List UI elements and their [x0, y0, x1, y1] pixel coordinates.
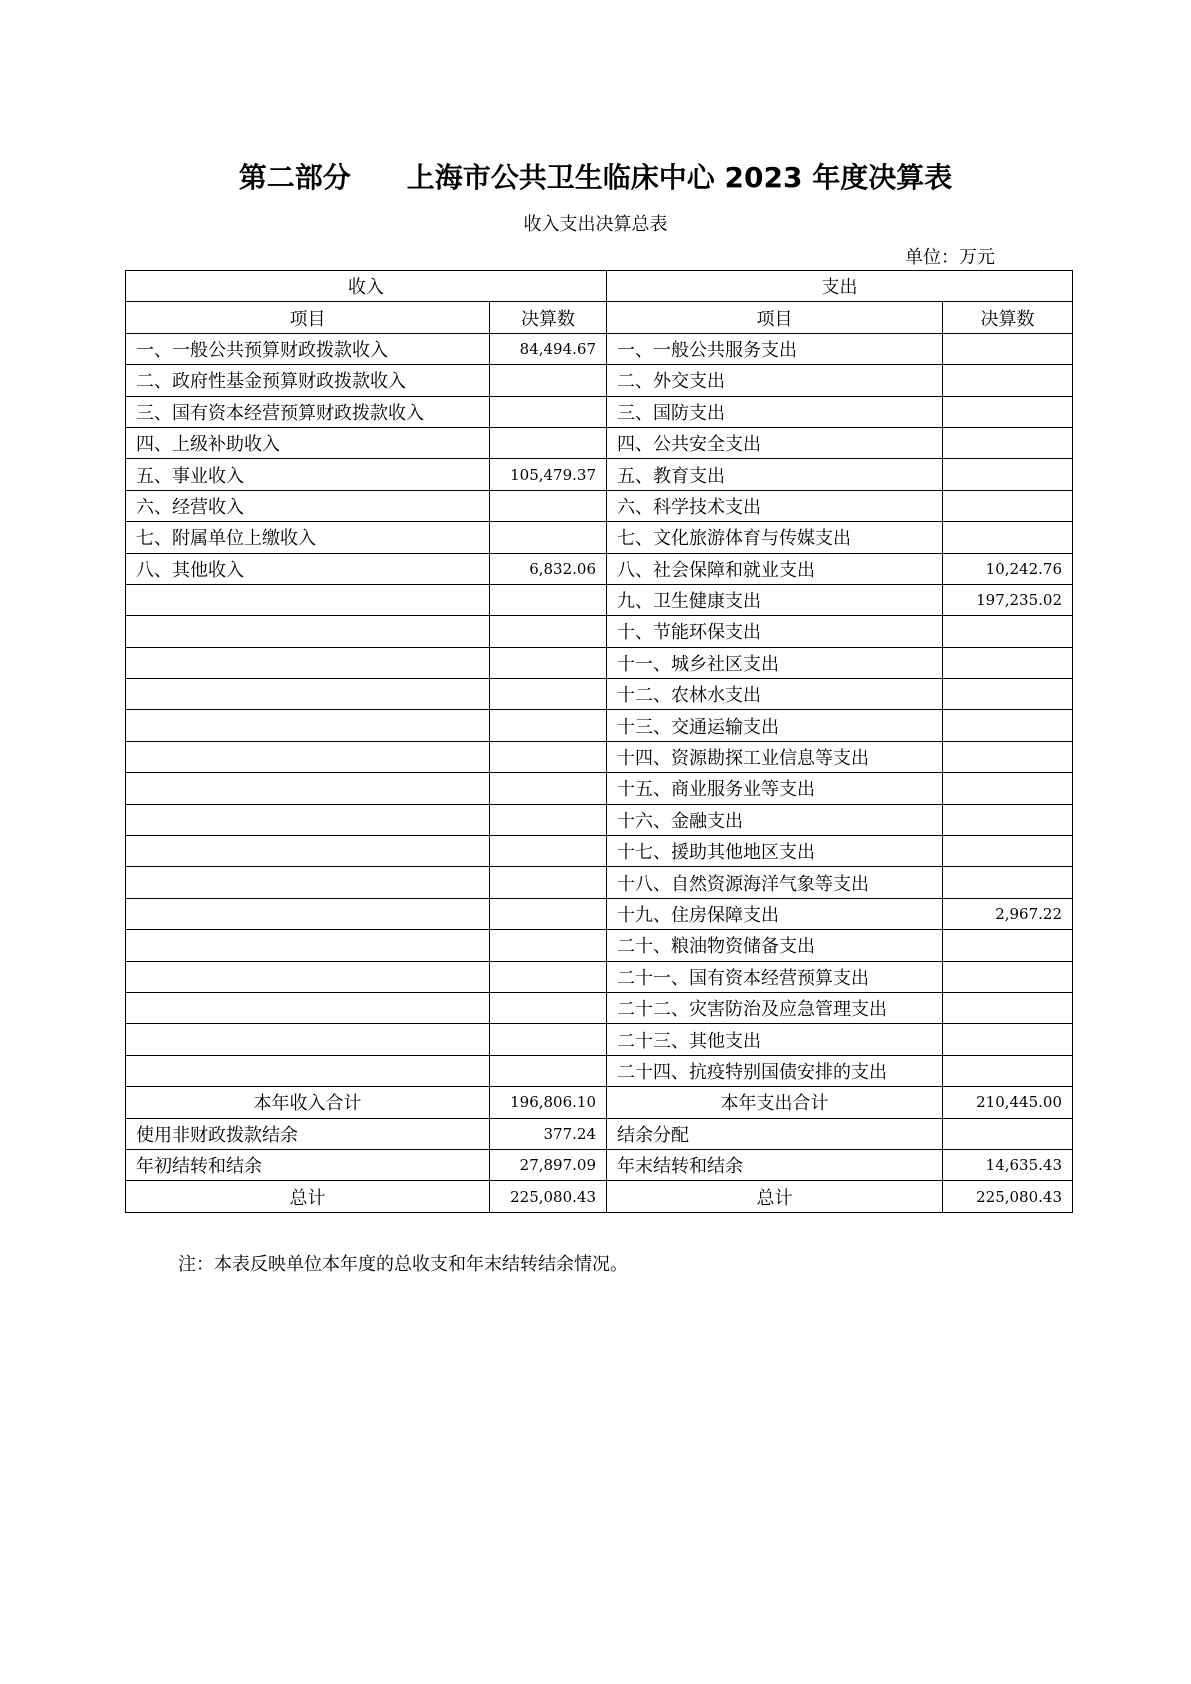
grand-total-expense-label: 总计 — [607, 1181, 943, 1212]
expense-amount-cell: 10,242.76 — [943, 553, 1073, 584]
expense-item-header: 项目 — [607, 302, 943, 333]
table-row — [126, 584, 1073, 615]
expense-amount-cell: 197,235.02 — [943, 584, 1073, 615]
income-item-cell — [126, 647, 490, 678]
table-row — [126, 836, 1073, 867]
expense-amount-cell — [943, 427, 1073, 458]
income-item-cell: 六、经营收入 — [126, 490, 490, 521]
income-item-header: 项目 — [126, 302, 490, 333]
surplus-distribution-amount — [943, 1118, 1073, 1149]
income-item-cell — [126, 804, 490, 835]
header-row-sections — [126, 271, 1073, 302]
income-amount-cell — [490, 365, 607, 396]
table-row — [126, 961, 1073, 992]
expense-amount-cell — [943, 679, 1073, 710]
income-header: 收入 — [126, 271, 607, 302]
expense-item-cell: 十一、城乡社区支出 — [607, 647, 943, 678]
income-amount-cell — [490, 584, 607, 615]
income-amount-cell — [490, 679, 607, 710]
expense-item-cell: 七、文化旅游体育与传媒支出 — [607, 522, 943, 553]
expense-item-cell: 十、节能环保支出 — [607, 616, 943, 647]
expense-item-cell: 六、科学技术支出 — [607, 490, 943, 521]
begin-carryover-amount: 27,897.09 — [490, 1149, 607, 1180]
grand-total-row — [126, 1181, 1073, 1212]
expense-item-cell: 五、教育支出 — [607, 459, 943, 490]
begin-carryover-label: 年初结转和结余 — [126, 1149, 490, 1180]
expense-item-cell: 一、一般公共服务支出 — [607, 333, 943, 364]
expense-item-cell: 十三、交通运输支出 — [607, 710, 943, 741]
expense-amount-cell — [943, 741, 1073, 772]
income-item-cell — [126, 616, 490, 647]
table-totals — [126, 1087, 1073, 1213]
table-row — [126, 679, 1073, 710]
nonfiscal-row — [126, 1118, 1073, 1149]
table-row — [126, 898, 1073, 929]
table-row — [126, 1024, 1073, 1055]
table-row — [126, 459, 1073, 490]
table-row — [126, 553, 1073, 584]
year-expense-total-amount: 210,445.00 — [943, 1087, 1073, 1118]
table-row — [126, 427, 1073, 458]
header-row-columns — [126, 302, 1073, 333]
income-amount-cell — [490, 1024, 607, 1055]
table-row — [126, 992, 1073, 1023]
income-amount-cell — [490, 961, 607, 992]
nonfiscal-label: 使用非财政拨款结余 — [126, 1118, 490, 1149]
table-row — [126, 396, 1073, 427]
expense-item-cell: 二十三、其他支出 — [607, 1024, 943, 1055]
grand-total-income-amount: 225,080.43 — [490, 1181, 607, 1212]
expense-amount-cell — [943, 333, 1073, 364]
table-row — [126, 773, 1073, 804]
expense-amount-cell — [943, 396, 1073, 427]
income-amount-cell — [490, 522, 607, 553]
income-amount-cell — [490, 741, 607, 772]
expense-amount-cell — [943, 522, 1073, 553]
grand-total-expense-amount: 225,080.43 — [943, 1181, 1073, 1212]
expense-item-cell: 十六、金融支出 — [607, 804, 943, 835]
table-row — [126, 490, 1073, 521]
income-item-cell — [126, 741, 490, 772]
income-item-cell — [126, 773, 490, 804]
end-carryover-label: 年末结转和结余 — [607, 1149, 943, 1180]
expense-amount-cell — [943, 961, 1073, 992]
income-amount-cell — [490, 616, 607, 647]
page-title: 第二部分 上海市公共卫生临床中心 2023 年度决算表 — [238, 161, 953, 194]
income-item-cell — [126, 836, 490, 867]
income-expense-table — [125, 270, 1073, 1213]
income-item-cell — [126, 930, 490, 961]
income-amount-cell — [490, 1055, 607, 1086]
table-row — [126, 1055, 1073, 1086]
table-row — [126, 741, 1073, 772]
expense-amount-cell — [943, 1055, 1073, 1086]
table-row — [126, 365, 1073, 396]
income-item-cell — [126, 710, 490, 741]
income-amount-cell: 6,832.06 — [490, 553, 607, 584]
income-item-cell: 四、上级补助收入 — [126, 427, 490, 458]
income-item-cell: 五、事业收入 — [126, 459, 490, 490]
income-item-cell — [126, 867, 490, 898]
income-amount-cell — [490, 867, 607, 898]
carryover-row — [126, 1149, 1073, 1180]
income-item-cell — [126, 1055, 490, 1086]
grand-total-income-label: 总计 — [126, 1181, 490, 1212]
surplus-distribution-label: 结余分配 — [607, 1118, 943, 1149]
expense-amount-cell — [943, 1024, 1073, 1055]
expense-amount-cell — [943, 930, 1073, 961]
table-row — [126, 804, 1073, 835]
expense-item-cell: 十七、援助其他地区支出 — [607, 836, 943, 867]
table-row — [126, 616, 1073, 647]
expense-amount-cell — [943, 710, 1073, 741]
income-amount-cell — [490, 647, 607, 678]
expense-item-cell: 二、外交支出 — [607, 365, 943, 396]
expense-item-cell: 十八、自然资源海洋气象等支出 — [607, 867, 943, 898]
nonfiscal-amount: 377.24 — [490, 1118, 607, 1149]
expense-header: 支出 — [607, 271, 1073, 302]
income-item-cell: 七、附属单位上缴收入 — [126, 522, 490, 553]
expense-amount-header: 决算数 — [943, 302, 1073, 333]
year-total-row — [126, 1087, 1073, 1118]
income-item-cell — [126, 898, 490, 929]
table-row — [126, 647, 1073, 678]
income-item-cell: 二、政府性基金预算财政拨款收入 — [126, 365, 490, 396]
table-row — [126, 710, 1073, 741]
income-amount-cell — [490, 930, 607, 961]
income-amount-cell — [490, 804, 607, 835]
expense-amount-cell — [943, 836, 1073, 867]
expense-amount-cell — [943, 647, 1073, 678]
table-row — [126, 333, 1073, 364]
income-item-cell — [126, 992, 490, 1023]
expense-item-cell: 十五、商业服务业等支出 — [607, 773, 943, 804]
income-amount-header: 决算数 — [490, 302, 607, 333]
income-amount-cell — [490, 710, 607, 741]
expense-item-cell: 四、公共安全支出 — [607, 427, 943, 458]
table-row — [126, 867, 1073, 898]
income-amount-cell — [490, 427, 607, 458]
expense-amount-cell — [943, 365, 1073, 396]
income-item-cell: 一、一般公共预算财政拨款收入 — [126, 333, 490, 364]
end-carryover-amount: 14,635.43 — [943, 1149, 1073, 1180]
expense-item-cell: 十四、资源勘探工业信息等支出 — [607, 741, 943, 772]
expense-item-cell: 九、卫生健康支出 — [607, 584, 943, 615]
income-amount-cell — [490, 773, 607, 804]
income-amount-cell — [490, 898, 607, 929]
expense-item-cell: 十二、农林水支出 — [607, 679, 943, 710]
expense-item-cell: 二十四、抗疫特别国债安排的支出 — [607, 1055, 943, 1086]
year-expense-total-label: 本年支出合计 — [607, 1087, 943, 1118]
expense-amount-cell — [943, 616, 1073, 647]
expense-amount-cell — [943, 773, 1073, 804]
expense-amount-cell — [943, 992, 1073, 1023]
expense-item-cell: 三、国防支出 — [607, 396, 943, 427]
expense-item-cell: 二十二、灾害防治及应急管理支出 — [607, 992, 943, 1023]
income-item-cell — [126, 584, 490, 615]
table-row — [126, 930, 1073, 961]
expense-item-cell: 二十一、国有资本经营预算支出 — [607, 961, 943, 992]
table-note: 注：本表反映单位本年度的总收支和年末结转结余情况。 — [178, 1254, 628, 1275]
income-item-cell: 三、国有资本经营预算财政拨款收入 — [126, 396, 490, 427]
income-amount-cell — [490, 396, 607, 427]
income-amount-cell: 84,494.67 — [490, 333, 607, 364]
income-item-cell — [126, 961, 490, 992]
expense-item-cell: 十九、住房保障支出 — [607, 898, 943, 929]
income-amount-cell — [490, 992, 607, 1023]
income-amount-cell — [490, 490, 607, 521]
income-item-cell — [126, 679, 490, 710]
table-title: 收入支出决算总表 — [523, 214, 668, 235]
expense-amount-cell: 2,967.22 — [943, 898, 1073, 929]
unit-label: 单位：万元 — [905, 247, 995, 268]
expense-item-cell: 二十、粮油物资储备支出 — [607, 930, 943, 961]
table-body — [126, 333, 1073, 1086]
expense-amount-cell — [943, 490, 1073, 521]
expense-amount-cell — [943, 867, 1073, 898]
income-item-cell — [126, 1024, 490, 1055]
year-income-total-amount: 196,806.10 — [490, 1087, 607, 1118]
income-amount-cell — [490, 836, 607, 867]
table-row — [126, 522, 1073, 553]
expense-amount-cell — [943, 804, 1073, 835]
expense-item-cell: 八、社会保障和就业支出 — [607, 553, 943, 584]
income-amount-cell: 105,479.37 — [490, 459, 607, 490]
year-income-total-label: 本年收入合计 — [126, 1087, 490, 1118]
income-item-cell: 八、其他收入 — [126, 553, 490, 584]
expense-amount-cell — [943, 459, 1073, 490]
